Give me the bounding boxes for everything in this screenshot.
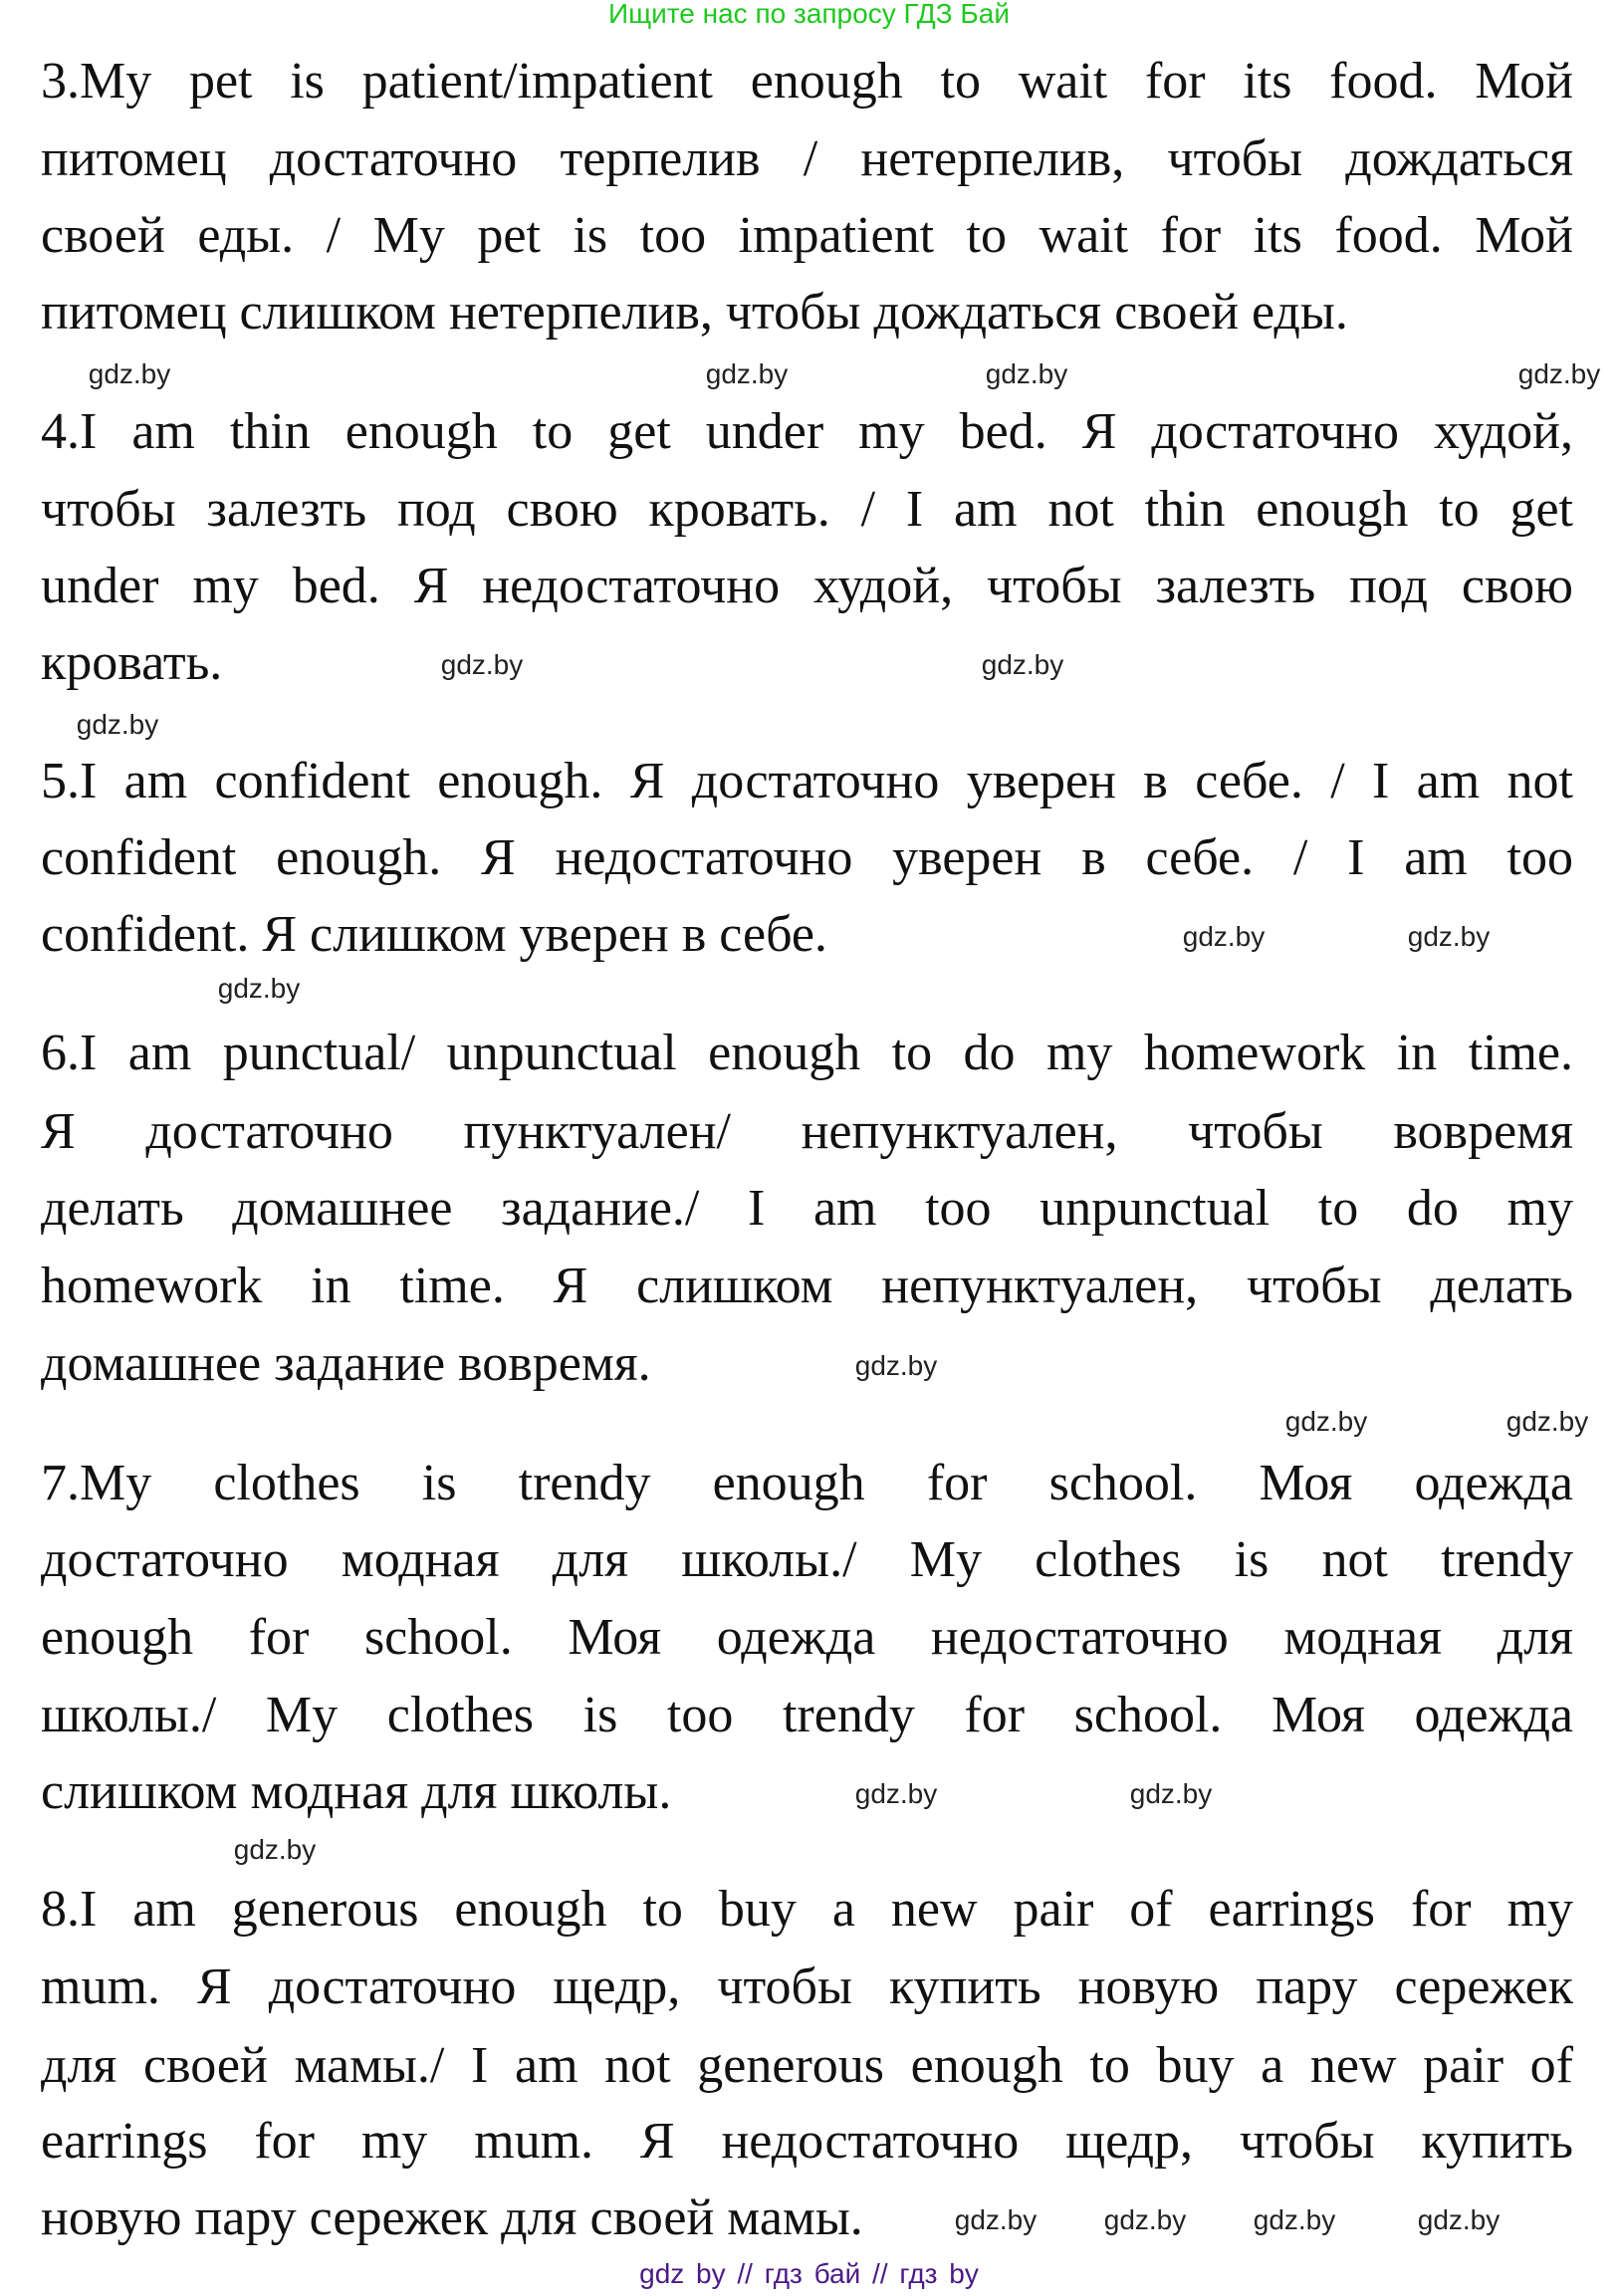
paragraph-4-line: under my bed. Я недостаточно худой, чтобы залезть под свою bbox=[41, 558, 1573, 614]
watermark-text: gdz.by bbox=[1284, 1406, 1368, 1437]
watermark-text: gdz.by bbox=[217, 973, 301, 1004]
watermark-text: gdz.by bbox=[1417, 2204, 1501, 2235]
paragraph-3-line: своей еды. / My pet is too impatient to wait for its food. Мой bbox=[41, 207, 1573, 264]
paragraph-6-line: Я достаточно пунктуален/ непунктуален, чтобы вовремя bbox=[41, 1103, 1573, 1160]
watermark-text: gdz.by bbox=[1505, 1406, 1589, 1437]
footer-banner: gdz by // гдз бай // гдз by bbox=[639, 2258, 979, 2289]
paragraph-6-line: homework in time. Я слишком непунктуален, чтобы делать bbox=[41, 1258, 1573, 1314]
paragraph-7-line: школы./ My clothes is too trendy for school. Моя одежда bbox=[41, 1687, 1573, 1743]
paragraph-3-line: 3.My pet is patient/impatient enough to wait for its food. Мой bbox=[41, 53, 1573, 110]
paragraph-4-line: чтобы залезть под свою кровать. / I am not thin enough to get bbox=[41, 481, 1573, 538]
paragraph-8-line: для своей мамы./ I am not generous enough to buy a new pair of bbox=[41, 2037, 1573, 2094]
paragraph-8-line: mum. Я достаточно щедр, чтобы купить новую пару сережек bbox=[41, 1958, 1573, 2015]
watermark-text: gdz.by bbox=[1129, 1778, 1213, 1809]
search-banner: Ищите нас по запросу ГДЗ Бай bbox=[607, 0, 1011, 29]
watermark-text: gdz.by bbox=[854, 1778, 938, 1809]
paragraph-8-line: 8.I am generous enough to buy a new pair of earrings for my bbox=[41, 1881, 1573, 1938]
paragraph-6-line: 6.I am punctual/ unpunctual enough to do my homework in time. bbox=[41, 1025, 1573, 1081]
paragraph-4-line: кровать. bbox=[41, 634, 223, 691]
paragraph-8-line: earrings for my mum. Я недостаточно щедр, чтобы купить bbox=[41, 2113, 1573, 2170]
watermark-text: gdz.by bbox=[705, 358, 789, 389]
watermark-text: gdz.by bbox=[1103, 2204, 1187, 2235]
paragraph-3-line: питомец достаточно терпелив / нетерпелив, чтобы дождаться bbox=[41, 130, 1573, 187]
watermark-text: gdz.by bbox=[985, 358, 1068, 389]
paragraph-7-line: enough for school. Моя одежда недостаточно модная для bbox=[41, 1609, 1573, 1666]
watermark-text: gdz.by bbox=[954, 2204, 1038, 2235]
watermark-text: gdz.by bbox=[854, 1350, 938, 1381]
paragraph-6-line: домашнее задание вовремя. bbox=[41, 1335, 651, 1392]
watermark-text: gdz.by bbox=[440, 649, 524, 680]
watermark-text: gdz.by bbox=[981, 649, 1064, 680]
paragraph-5-line: 5.I am confident enough. Я достаточно уверен в себе. / I am not bbox=[41, 753, 1573, 809]
paragraph-4-line: 4.I am thin enough to get under my bed. Я достаточно худой, bbox=[41, 403, 1573, 460]
watermark-text: gdz.by bbox=[1182, 921, 1266, 952]
paragraph-5-line: confident. Я слишком уверен в себе. bbox=[41, 906, 827, 963]
paragraph-3-line: питомец слишком нетерпелив, чтобы дождаться своей еды. bbox=[41, 284, 1348, 341]
paragraph-7-line: слишком модная для школы. bbox=[41, 1763, 672, 1820]
paragraph-7-line: достаточно модная для школы./ My clothes is not trendy bbox=[41, 1531, 1573, 1588]
watermark-text: gdz.by bbox=[88, 358, 171, 389]
watermark-text: gdz.by bbox=[233, 1834, 317, 1865]
paragraph-6-line: делать домашнее задание./ I am too unpunctual to do my bbox=[41, 1180, 1573, 1237]
watermark-text: gdz.by bbox=[76, 709, 159, 740]
watermark-text: gdz.by bbox=[1407, 921, 1491, 952]
watermark-text: gdz.by bbox=[1517, 358, 1601, 389]
paragraph-5-line: confident enough. Я недостаточно уверен в себе. / I am too bbox=[41, 829, 1573, 886]
paragraph-8-line: новую пару сережек для своей мамы. bbox=[41, 2189, 863, 2246]
watermark-text: gdz.by bbox=[1253, 2204, 1336, 2235]
paragraph-7-line: 7.My clothes is trendy enough for school. Моя одежда bbox=[41, 1455, 1573, 1511]
